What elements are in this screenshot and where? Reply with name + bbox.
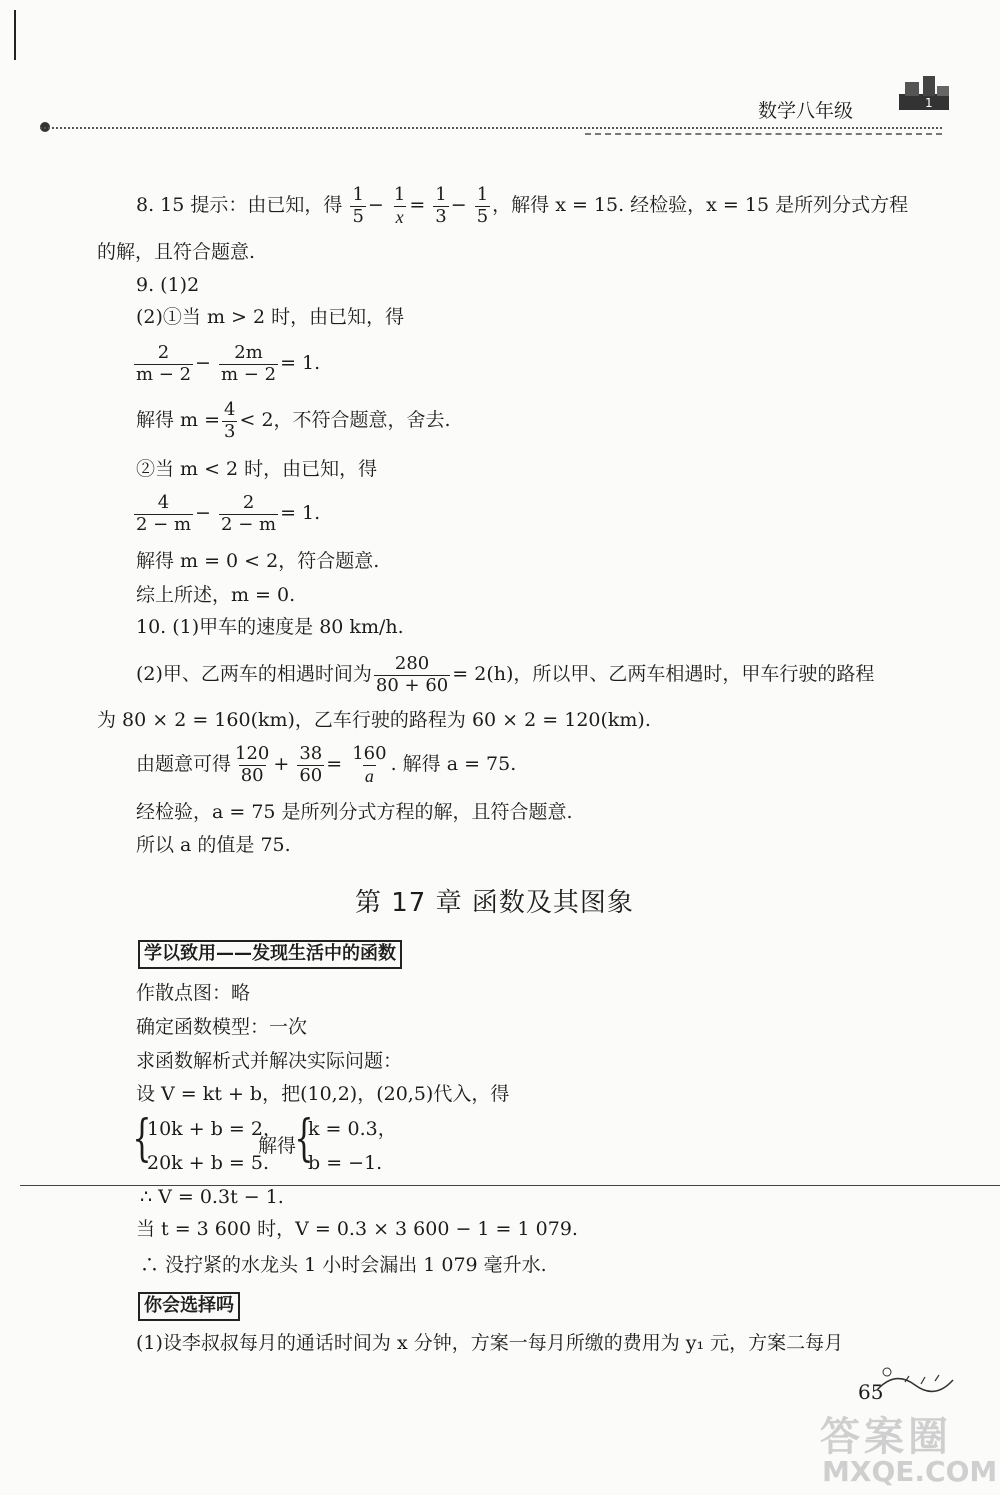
q9-line1: 9. (1)2: [136, 274, 200, 296]
chapter-title: 第 17 章 函数及其图象: [355, 888, 634, 918]
q8-line1: 8. 15 提示：由已知，得 $\frac{1}{5}$ − $\frac{1}{x}$ = $\frac{1}{3}$ − $\frac{1}{5}$ ，解得 x = 15. 经检验，x = 15 是所列分式方程: [136, 184, 909, 227]
left-brace: {: [294, 1109, 314, 1167]
fraction: $\frac{1}{5}$: [352, 184, 364, 227]
q9-line5: 解得 m = 0 < 2，符合题意.: [136, 550, 380, 572]
book-logo-icon: [895, 72, 955, 114]
header-title: 数学八年级: [758, 100, 854, 122]
fraction: $\frac{1}{5}$: [476, 184, 489, 227]
s1-line2: 确定函数模型：一次: [136, 1016, 308, 1038]
s1-line3: 求函数解析式并解决实际问题：: [136, 1050, 403, 1072]
s1-line6: 当 t = 3 600 时，V = 0.3 × 3 600 − 1 = 1 079.: [136, 1218, 578, 1240]
decorative-vine-icon: [875, 1360, 955, 1400]
s1-line7: ∴ 没拧紧的水龙头 1 小时会漏出 1 079 毫升水.: [140, 1254, 547, 1276]
q10-line4: 由题意可得 $\frac{120}{80}$ + $\frac{38}{60}$ = $\frac{160}{a}$ . 解得 a = 75.: [136, 743, 517, 786]
fraction: $\frac{1}{3}$: [435, 184, 447, 227]
q9-eq1: $\frac{2}{m - 2}$ − $\frac{2m}{m - 2}$ = 1.: [136, 342, 321, 385]
q9-eq2: $\frac{4}{2 - m}$ − $\frac{2}{2 - m}$ = 1.: [136, 492, 321, 535]
solve-label: 解得: [258, 1135, 297, 1157]
page-number: 65: [858, 1380, 884, 1404]
q9-line2: (2)①当 m > 2 时，由已知，得: [136, 306, 405, 328]
system1-eq1: 10k + b = 2，: [147, 1118, 282, 1140]
left-brace: {: [132, 1109, 152, 1167]
header-rule-dashed: [585, 133, 942, 135]
q9-line6: 综上所述，m = 0.: [136, 584, 296, 606]
binding-mark: [14, 10, 16, 60]
s1-line5: ∴ V = 0.3t − 1.: [140, 1186, 284, 1208]
svg-text:1: 1: [925, 96, 933, 110]
system2-eq2: b = −1.: [308, 1152, 383, 1174]
q10-line6: 所以 a 的值是 75.: [136, 834, 291, 856]
section-label-choose: 你会选择吗: [138, 1292, 240, 1321]
s1-line1: 作散点图：略: [136, 982, 251, 1004]
q10-line5: 经检验，a = 75 是所列分式方程的解，且符合题意.: [136, 801, 573, 823]
s2-line1: (1)设李叔叔每月的通话时间为 x 分钟，方案一每月所缴的费用为 y₁ 元，方案二每月: [136, 1332, 844, 1354]
watermark-url: MXQE.COM: [822, 1455, 998, 1488]
section-label-apply: 学以致用——发现生活中的函数: [138, 940, 402, 969]
q10-line1: 10. (1)甲车的速度是 80 km/h.: [136, 616, 404, 638]
q9-line3: 解得 m = $\frac{4}{3}$ < 2，不符合题意，舍去.: [136, 399, 451, 442]
header-rule: [40, 127, 942, 129]
s1-line4: 设 V = kt + b，把(10,2)，(20,5)代入，得: [136, 1083, 510, 1105]
fraction: $\frac{1}{x}$: [393, 184, 406, 227]
system2-eq1: k = 0.3，: [308, 1118, 397, 1140]
q9-line4: ②当 m < 2 时，由已知，得: [136, 458, 378, 480]
watermark-logo: 答案圈: [820, 1414, 952, 1460]
system1-eq2: 20k + b = 5.: [147, 1152, 269, 1174]
q10-line3: 为 80 × 2 = 160(km)，乙车行驶的路程为 60 × 2 = 120(km).: [97, 709, 651, 731]
q10-line2: (2)甲、乙两车的相遇时间为 $\frac{280}{80 + 60}$ = 2(h)，所以甲、乙两车相遇时，甲车行驶的路程: [136, 653, 875, 696]
q8-line2: 的解，且符合题意.: [97, 241, 256, 263]
